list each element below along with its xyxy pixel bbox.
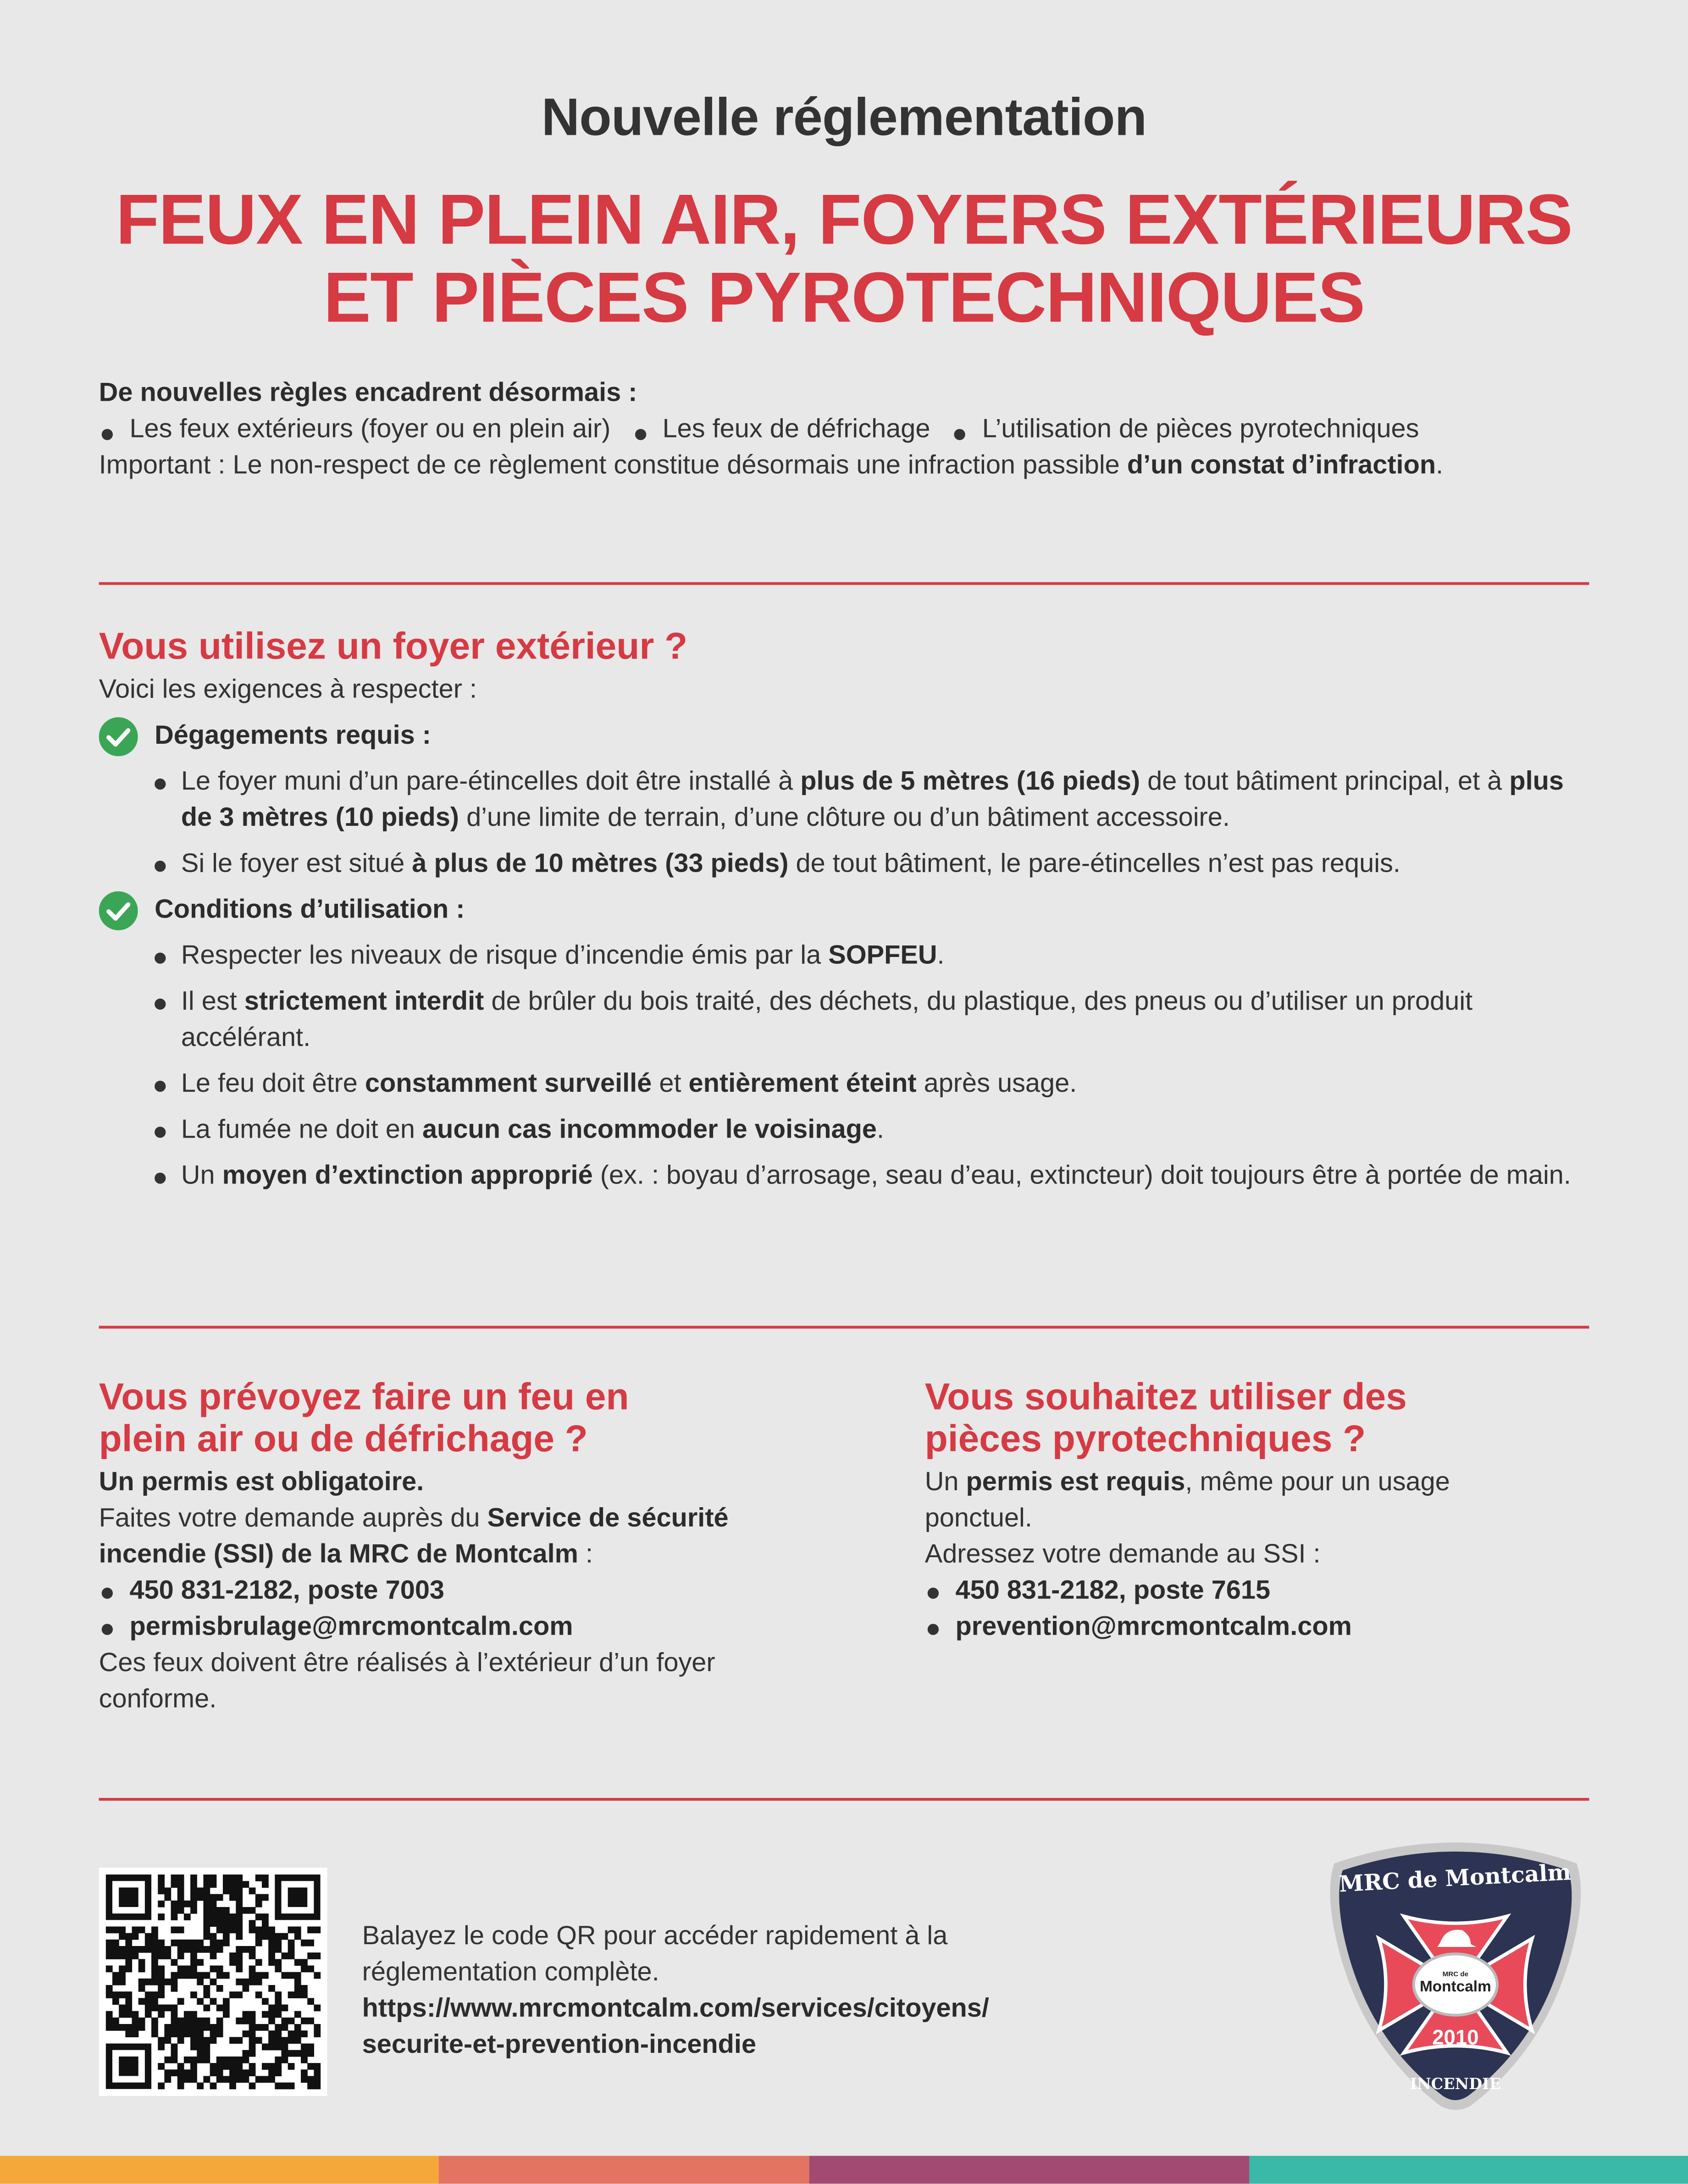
page-title — [0, 181, 1688, 337]
svg-text:INCENDIE: INCENDIE — [1410, 2074, 1501, 2093]
section-lead: Voici les exigences à respecter : — [99, 675, 477, 705]
permit-note: Un permis est obligatoire. — [99, 1468, 424, 1497]
color-strip-salmon — [439, 2156, 809, 2184]
request-text: Adressez votre demande au SSI : — [924, 1540, 1321, 1570]
svg-text:MRC de: MRC de — [1442, 1970, 1469, 1978]
qr-text: Balayez le code QR pour accéder rapidement à la réglementation complète. — [362, 1922, 948, 1988]
qr-caption — [362, 1919, 1142, 2064]
plein-air-section — [99, 1376, 837, 1719]
mrc-montcalm-incendie-logo — [1317, 1833, 1593, 2114]
intro-lead: De nouvelles règles encadrent désormais : — [99, 379, 637, 408]
intro-bullets — [99, 412, 1603, 448]
request-text: Faites votre demande auprès du Service de sécurité incendie (SSI) de la MRC de Montcalm : — [99, 1504, 729, 1570]
section-heading: Vous prévoyez faire un feu en plein air ou de défrichage ? — [99, 1376, 629, 1460]
color-strip-teal — [1249, 2156, 1688, 2184]
phone: 450 831-2182, poste 7615 — [925, 1574, 1510, 1610]
section-heading: Vous utilisez un foyer extérieur ? — [99, 625, 688, 667]
list-item: Respecter les niveaux de risque d’incendie émis par la SOPFEU. — [99, 939, 1589, 975]
divider — [99, 582, 1589, 585]
title-line: ET PIÈCES PYROTECHNIQUES — [323, 257, 1365, 337]
check-circle-icon — [99, 891, 138, 930]
email-link[interactable]: prevention@mrcmontcalm.com — [925, 1610, 1510, 1646]
divider — [99, 1798, 1589, 1801]
email-link[interactable]: permisbrulage@mrcmontcalm.com — [99, 1610, 837, 1646]
checklist-item: Dégagements requis : — [99, 719, 1589, 755]
list-item: Un moyen d’extinction approprié (ex. : boyau d’arrosage, seau d’eau, extincteur) doit toujours être à portée de main. — [99, 1159, 1589, 1195]
intro — [99, 376, 1603, 485]
divider — [99, 1326, 1589, 1328]
color-strip-plum — [809, 2156, 1250, 2184]
qr-code[interactable] — [99, 1868, 327, 2096]
svg-text:MRC de Montcalm: MRC de Montcalm — [1338, 1859, 1572, 1897]
svg-text:Montcalm: Montcalm — [1419, 1978, 1491, 1996]
list-item: Les feux extérieurs (foyer ou en plein air) — [99, 415, 611, 444]
list-item: L’utilisation de pièces pyrotechniques — [952, 415, 1419, 444]
url-link[interactable]: https://www.mrcmontcalm.com/services/citoyens/ securite-et-prevention-incendie — [362, 1994, 989, 2060]
important-note: Important : Le non-respect de ce règlement constitue désormais une infraction passible d’un constat d’infraction. — [99, 451, 1444, 481]
page-subtitle: Nouvelle réglementation — [541, 89, 1147, 148]
check-circle-icon — [99, 717, 138, 756]
title-line: FEUX EN PLEIN AIR, FOYERS EXTÉRIEURS — [116, 179, 1572, 259]
list-item: La fumée ne doit en aucun cas incommoder le voisinage. — [99, 1113, 1589, 1149]
list-item: Le feu doit être constamment surveillé et entièrement éteint après usage. — [99, 1067, 1589, 1103]
checklist-item: Conditions d’utilisation : — [99, 893, 1589, 929]
list-item: Si le foyer est situé à plus de 10 mètres (33 pieds) de tout bâtiment, le pare-étincelles n’est pas requis. — [99, 847, 1589, 883]
list-item: Il est strictement interdit de brûler du bois traité, des déchets, du plastique, des pneus ou d’utiliser un produit accélérant. — [99, 984, 1589, 1057]
list-item: Les feux de défrichage — [632, 415, 930, 444]
permit-note: Un permis est requis, même pour un usage ponctuel. — [924, 1468, 1450, 1533]
list-item: Le foyer muni d’un pare-étincelles doit être installé à plus de 5 mètres (16 pieds) de tout bâtiment principal, et à plus de 3 mètres (10 pieds) d’une limite de terrain, d’une clôture ou d’un bâtiment accessoire. — [99, 764, 1589, 837]
phone: 450 831-2182, poste 7003 — [99, 1574, 837, 1610]
foyer-section — [99, 625, 1589, 1195]
note: Ces feux doivent être réalisés à l’extérieur d’un foyer conforme. — [99, 1649, 715, 1714]
color-strip-orange — [0, 2156, 439, 2184]
pyro-section — [925, 1376, 1510, 1646]
section-heading: Vous souhaitez utiliser des pièces pyrotechniques ? — [924, 1376, 1407, 1460]
svg-text:2010: 2010 — [1432, 2025, 1479, 2049]
